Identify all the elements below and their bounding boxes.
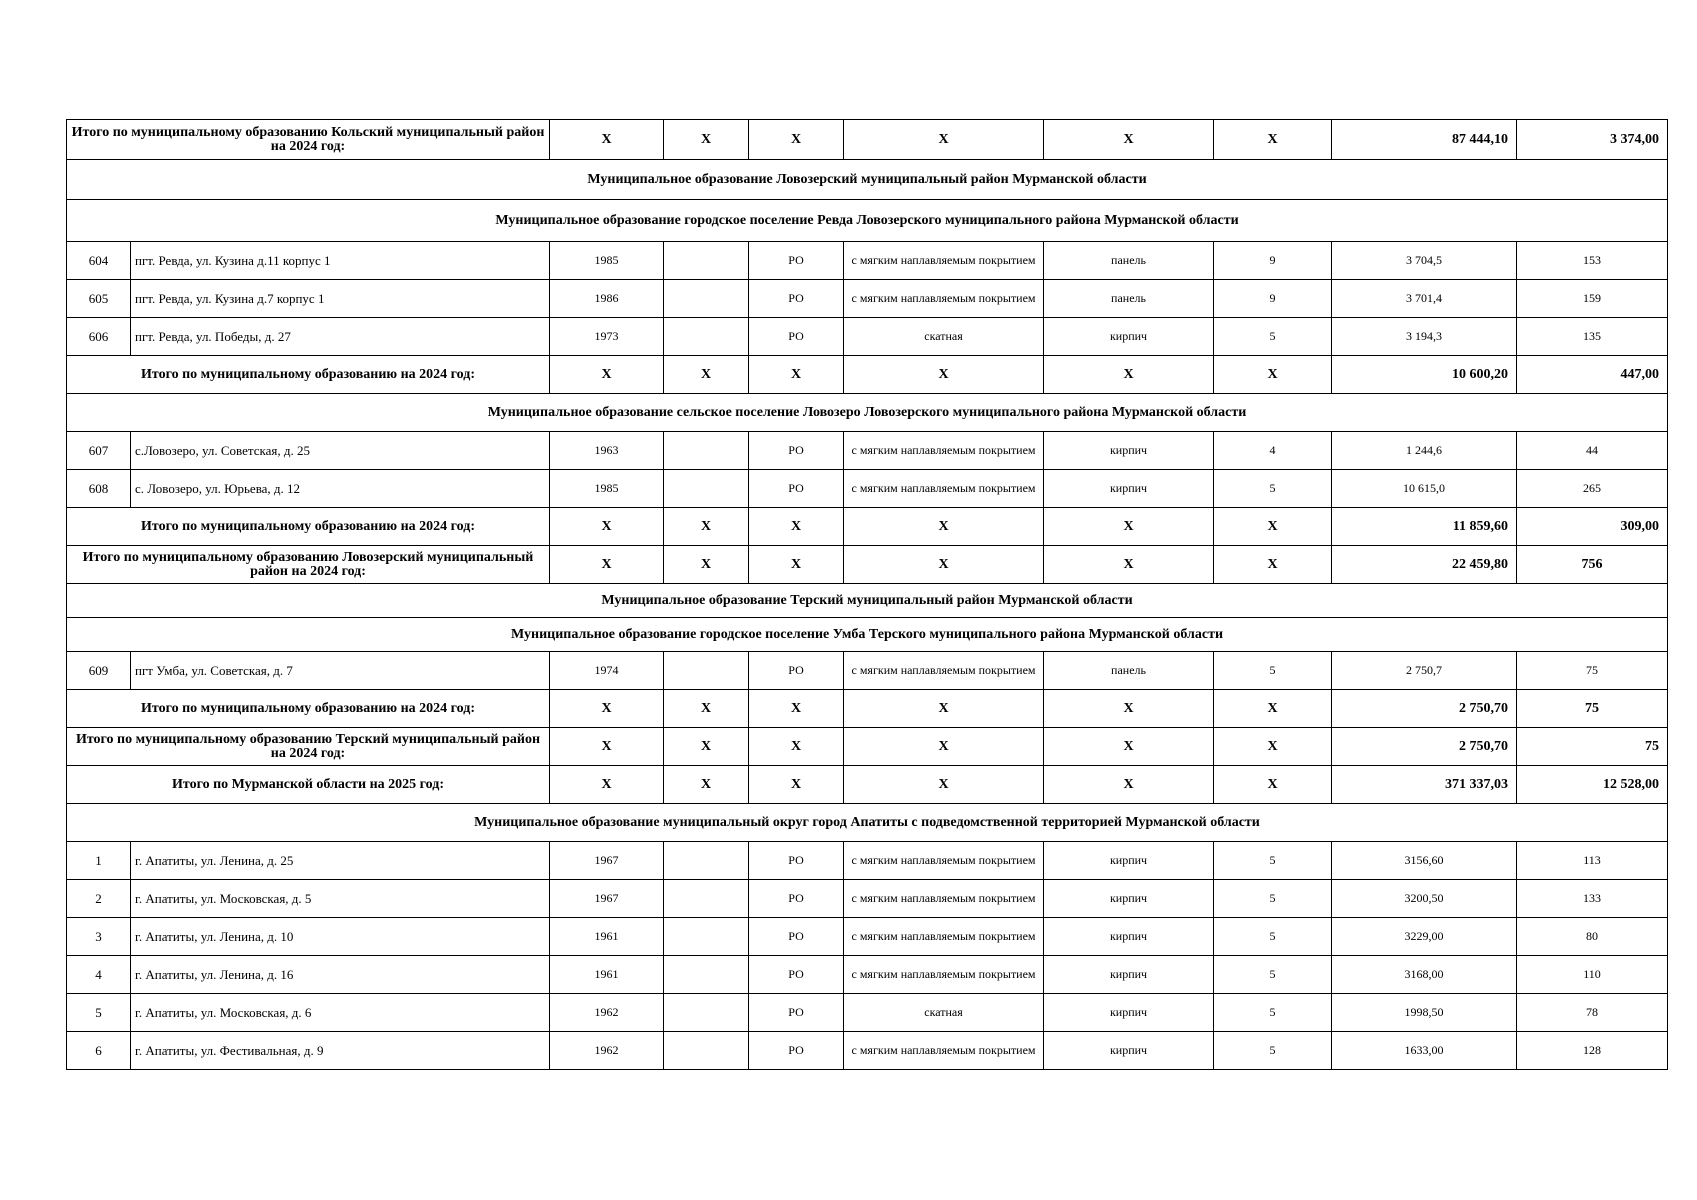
year-cell: 1962 [550, 994, 664, 1032]
floors-cell: 5 [1214, 470, 1332, 508]
table-row [67, 1032, 1668, 1070]
address-cell: пгт. Ревда, ул. Кузина д.7 корпус 1 [131, 280, 550, 318]
section-header-row [67, 618, 1668, 652]
total-x-mark: X [1214, 546, 1332, 584]
table-row [67, 318, 1668, 356]
floors-cell: 5 [1214, 652, 1332, 690]
total-row [67, 356, 1668, 394]
total-label: Итого по муниципальному образованию Ловозерский муниципальный район на 2024 год: [67, 546, 550, 584]
total-people: 756 [1517, 546, 1668, 584]
year2-cell [664, 432, 749, 470]
people-cell: 135 [1517, 318, 1668, 356]
area-cell: 1 244,6 [1332, 432, 1517, 470]
total-x-mark: X [550, 508, 664, 546]
walls-cell: панель [1044, 652, 1214, 690]
year-cell: 1967 [550, 880, 664, 918]
year2-cell [664, 470, 749, 508]
housing-table [66, 119, 1668, 1070]
people-cell: 75 [1517, 652, 1668, 690]
address-cell: г. Апатиты, ул. Фестивальная, д. 9 [131, 1032, 550, 1070]
year2-cell [664, 880, 749, 918]
total-row [67, 766, 1668, 804]
year-cell: 1967 [550, 842, 664, 880]
total-x-mark: X [844, 356, 1044, 394]
walls-cell: кирпич [1044, 318, 1214, 356]
total-x-mark: X [550, 546, 664, 584]
total-area: 371 337,03 [1332, 766, 1517, 804]
total-label: Итого по муниципальному образованию Терский муниципальный район на 2024 год: [67, 728, 550, 766]
year2-cell [664, 842, 749, 880]
people-cell: 80 [1517, 918, 1668, 956]
walls-cell: кирпич [1044, 470, 1214, 508]
address-cell: г. Апатиты, ул. Московская, д. 6 [131, 994, 550, 1032]
floors-cell: 5 [1214, 1032, 1332, 1070]
total-x-mark: X [550, 356, 664, 394]
row-number: 609 [67, 652, 131, 690]
total-x-mark: X [550, 766, 664, 804]
method-cell: РО [749, 280, 844, 318]
table-row [67, 918, 1668, 956]
walls-cell: кирпич [1044, 880, 1214, 918]
method-cell: РО [749, 470, 844, 508]
floors-cell: 5 [1214, 918, 1332, 956]
table-row [67, 432, 1668, 470]
walls-cell: кирпич [1044, 956, 1214, 994]
total-row [67, 120, 1668, 160]
total-x-mark: X [844, 508, 1044, 546]
table-row [67, 242, 1668, 280]
total-people: 309,00 [1517, 508, 1668, 546]
total-x-mark: X [844, 690, 1044, 728]
table-row [67, 956, 1668, 994]
year2-cell [664, 280, 749, 318]
total-x-mark: X [1214, 356, 1332, 394]
year2-cell [664, 918, 749, 956]
year-cell: 1985 [550, 242, 664, 280]
area-cell: 3200,50 [1332, 880, 1517, 918]
table-row [67, 470, 1668, 508]
total-x-mark: X [550, 690, 664, 728]
walls-cell: кирпич [1044, 918, 1214, 956]
floors-cell: 4 [1214, 432, 1332, 470]
year2-cell [664, 318, 749, 356]
total-label: Итого по муниципальному образованию на 2024 год: [67, 690, 550, 728]
total-x-mark: X [664, 728, 749, 766]
section-header: Муниципальное образование городское поселение Умба Терского муниципального района Мурманской области [67, 618, 1668, 652]
table-row [67, 652, 1668, 690]
roof-cell: с мягким наплавляемым покрытием [844, 652, 1044, 690]
total-x-mark: X [844, 120, 1044, 160]
total-label: Итого по муниципальному образованию Кольский муниципальный район на 2024 год: [67, 120, 550, 160]
total-x-mark: X [664, 120, 749, 160]
year-cell: 1985 [550, 470, 664, 508]
walls-cell: панель [1044, 280, 1214, 318]
total-label: Итого по Мурманской области на 2025 год: [67, 766, 550, 804]
total-people: 12 528,00 [1517, 766, 1668, 804]
people-cell: 78 [1517, 994, 1668, 1032]
total-x-mark: X [550, 728, 664, 766]
table-row [67, 880, 1668, 918]
total-x-mark: X [749, 728, 844, 766]
section-header: Муниципальное образование Терский муниципальный район Мурманской области [67, 584, 1668, 618]
area-cell: 3 701,4 [1332, 280, 1517, 318]
address-cell: пгт Умба, ул. Советская, д. 7 [131, 652, 550, 690]
floors-cell: 9 [1214, 242, 1332, 280]
area-cell: 1633,00 [1332, 1032, 1517, 1070]
walls-cell: кирпич [1044, 432, 1214, 470]
people-cell: 159 [1517, 280, 1668, 318]
total-row [67, 546, 1668, 584]
address-cell: г. Апатиты, ул. Ленина, д. 10 [131, 918, 550, 956]
address-cell: с. Ловозеро, ул. Юрьева, д. 12 [131, 470, 550, 508]
floors-cell: 5 [1214, 994, 1332, 1032]
section-header-row [67, 394, 1668, 432]
year2-cell [664, 1032, 749, 1070]
total-x-mark: X [1214, 728, 1332, 766]
method-cell: РО [749, 994, 844, 1032]
people-cell: 113 [1517, 842, 1668, 880]
people-cell: 44 [1517, 432, 1668, 470]
walls-cell: кирпич [1044, 842, 1214, 880]
floors-cell: 9 [1214, 280, 1332, 318]
roof-cell: с мягким наплавляемым покрытием [844, 242, 1044, 280]
total-label: Итого по муниципальному образованию на 2024 год: [67, 356, 550, 394]
address-cell: г. Апатиты, ул. Ленина, д. 16 [131, 956, 550, 994]
total-x-mark: X [1044, 356, 1214, 394]
table-row [67, 280, 1668, 318]
total-x-mark: X [664, 508, 749, 546]
total-row [67, 508, 1668, 546]
roof-cell: с мягким наплавляемым покрытием [844, 918, 1044, 956]
row-number: 5 [67, 994, 131, 1032]
total-x-mark: X [664, 356, 749, 394]
method-cell: РО [749, 842, 844, 880]
section-header: Муниципальное образование Ловозерский муниципальный район Мурманской области [67, 160, 1668, 200]
people-cell: 133 [1517, 880, 1668, 918]
total-label: Итого по муниципальному образованию на 2024 год: [67, 508, 550, 546]
row-number: 1 [67, 842, 131, 880]
total-x-mark: X [1044, 690, 1214, 728]
total-x-mark: X [844, 546, 1044, 584]
roof-cell: с мягким наплавляемым покрытием [844, 280, 1044, 318]
total-people: 447,00 [1517, 356, 1668, 394]
area-cell: 3229,00 [1332, 918, 1517, 956]
total-x-mark: X [1214, 690, 1332, 728]
year-cell: 1961 [550, 956, 664, 994]
year2-cell [664, 652, 749, 690]
floors-cell: 5 [1214, 880, 1332, 918]
total-x-mark: X [844, 728, 1044, 766]
year-cell: 1963 [550, 432, 664, 470]
year-cell: 1974 [550, 652, 664, 690]
year2-cell [664, 994, 749, 1032]
total-x-mark: X [844, 766, 1044, 804]
people-cell: 265 [1517, 470, 1668, 508]
total-x-mark: X [1044, 728, 1214, 766]
total-x-mark: X [749, 690, 844, 728]
row-number: 4 [67, 956, 131, 994]
walls-cell: кирпич [1044, 1032, 1214, 1070]
total-people: 75 [1517, 690, 1668, 728]
section-header-row [67, 160, 1668, 200]
total-x-mark: X [1214, 766, 1332, 804]
method-cell: РО [749, 880, 844, 918]
section-header-row [67, 200, 1668, 242]
roof-cell: скатная [844, 318, 1044, 356]
people-cell: 128 [1517, 1032, 1668, 1070]
total-x-mark: X [1044, 546, 1214, 584]
row-number: 6 [67, 1032, 131, 1070]
floors-cell: 5 [1214, 956, 1332, 994]
floors-cell: 5 [1214, 318, 1332, 356]
total-row [67, 728, 1668, 766]
area-cell: 3156,60 [1332, 842, 1517, 880]
row-number: 607 [67, 432, 131, 470]
walls-cell: кирпич [1044, 994, 1214, 1032]
row-number: 2 [67, 880, 131, 918]
year-cell: 1961 [550, 918, 664, 956]
total-people: 3 374,00 [1517, 120, 1668, 160]
total-area: 22 459,80 [1332, 546, 1517, 584]
row-number: 608 [67, 470, 131, 508]
total-x-mark: X [664, 546, 749, 584]
total-x-mark: X [749, 356, 844, 394]
total-area: 2 750,70 [1332, 690, 1517, 728]
address-cell: с.Ловозеро, ул. Советская, д. 25 [131, 432, 550, 470]
total-x-mark: X [749, 120, 844, 160]
total-area: 2 750,70 [1332, 728, 1517, 766]
floors-cell: 5 [1214, 842, 1332, 880]
address-cell: г. Апатиты, ул. Московская, д. 5 [131, 880, 550, 918]
method-cell: РО [749, 318, 844, 356]
roof-cell: с мягким наплавляемым покрытием [844, 470, 1044, 508]
total-area: 87 444,10 [1332, 120, 1517, 160]
section-header-row [67, 584, 1668, 618]
section-header: Муниципальное образование городское поселение Ревда Ловозерского муниципального района Мурманской области [67, 200, 1668, 242]
roof-cell: с мягким наплавляемым покрытием [844, 842, 1044, 880]
area-cell: 1998,50 [1332, 994, 1517, 1032]
year-cell: 1973 [550, 318, 664, 356]
year-cell: 1986 [550, 280, 664, 318]
method-cell: РО [749, 918, 844, 956]
total-x-mark: X [1044, 766, 1214, 804]
roof-cell: скатная [844, 994, 1044, 1032]
people-cell: 110 [1517, 956, 1668, 994]
method-cell: РО [749, 432, 844, 470]
year2-cell [664, 956, 749, 994]
address-cell: пгт. Ревда, ул. Победы, д. 27 [131, 318, 550, 356]
total-x-mark: X [1044, 508, 1214, 546]
total-x-mark: X [1044, 120, 1214, 160]
total-area: 11 859,60 [1332, 508, 1517, 546]
roof-cell: с мягким наплавляемым покрытием [844, 956, 1044, 994]
method-cell: РО [749, 242, 844, 280]
area-cell: 3 194,3 [1332, 318, 1517, 356]
total-x-mark: X [664, 690, 749, 728]
method-cell: РО [749, 956, 844, 994]
row-number: 605 [67, 280, 131, 318]
area-cell: 3168,00 [1332, 956, 1517, 994]
year-cell: 1962 [550, 1032, 664, 1070]
walls-cell: панель [1044, 242, 1214, 280]
total-x-mark: X [550, 120, 664, 160]
area-cell: 3 704,5 [1332, 242, 1517, 280]
roof-cell: с мягким наплавляемым покрытием [844, 1032, 1044, 1070]
table-row [67, 842, 1668, 880]
table-row [67, 994, 1668, 1032]
address-cell: г. Апатиты, ул. Ленина, д. 25 [131, 842, 550, 880]
method-cell: РО [749, 1032, 844, 1070]
total-x-mark: X [749, 766, 844, 804]
total-people: 75 [1517, 728, 1668, 766]
total-x-mark: X [749, 508, 844, 546]
section-header: Муниципальное образование сельское поселение Ловозеро Ловозерского муниципального района Мурманской области [67, 394, 1668, 432]
address-cell: пгт. Ревда, ул. Кузина д.11 корпус 1 [131, 242, 550, 280]
row-number: 3 [67, 918, 131, 956]
area-cell: 2 750,7 [1332, 652, 1517, 690]
total-x-mark: X [664, 766, 749, 804]
method-cell: РО [749, 652, 844, 690]
total-x-mark: X [1214, 508, 1332, 546]
section-header-row [67, 804, 1668, 842]
year2-cell [664, 242, 749, 280]
people-cell: 153 [1517, 242, 1668, 280]
section-header: Муниципальное образование муниципальный округ город Апатиты с подведомственной территорией Мурманской области [67, 804, 1668, 842]
row-number: 604 [67, 242, 131, 280]
total-row [67, 690, 1668, 728]
area-cell: 10 615,0 [1332, 470, 1517, 508]
roof-cell: с мягким наплавляемым покрытием [844, 880, 1044, 918]
total-area: 10 600,20 [1332, 356, 1517, 394]
total-x-mark: X [749, 546, 844, 584]
roof-cell: с мягким наплавляемым покрытием [844, 432, 1044, 470]
total-x-mark: X [1214, 120, 1332, 160]
row-number: 606 [67, 318, 131, 356]
